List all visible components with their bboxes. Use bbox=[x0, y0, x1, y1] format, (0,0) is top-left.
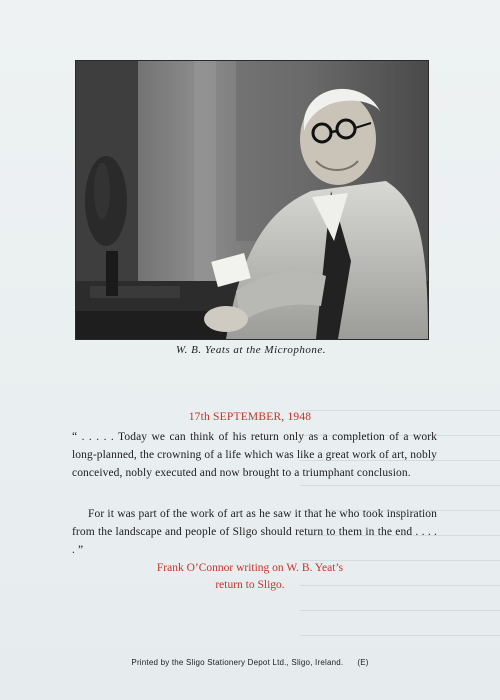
photo-caption: W. B. Yeats at the Microphone. bbox=[175, 344, 327, 356]
quote-date: 17th SEPTEMBER, 1948 bbox=[188, 411, 312, 423]
attribution-line-2: return to Sligo. bbox=[215, 579, 285, 591]
quote-paragraph-1: “ . . . . . Today we can think of his return only as a completion of a work long-planned, the crowning of a life which was like a great work of art, nobly conceived, nobly executed and now brought to a triumphant conclusion. bbox=[72, 431, 437, 479]
quote-attribution bbox=[0, 560, 500, 594]
printer-credit: Printed by the Sligo Stationery Depot Ltd., Sligo, Ireland. bbox=[131, 658, 344, 667]
edition-code: (E) bbox=[357, 658, 369, 667]
quote-paragraph-2: For it was part of the work of art as he saw it that he who took inspiration from the landscape and people of Sligo should return to them in the end . . . . . ” bbox=[72, 508, 437, 556]
attribution-line-1: Frank O’Connor writing on W. B. Yeat’s bbox=[156, 562, 344, 574]
printer-footer bbox=[0, 658, 500, 667]
yeats-photograph bbox=[75, 60, 429, 340]
